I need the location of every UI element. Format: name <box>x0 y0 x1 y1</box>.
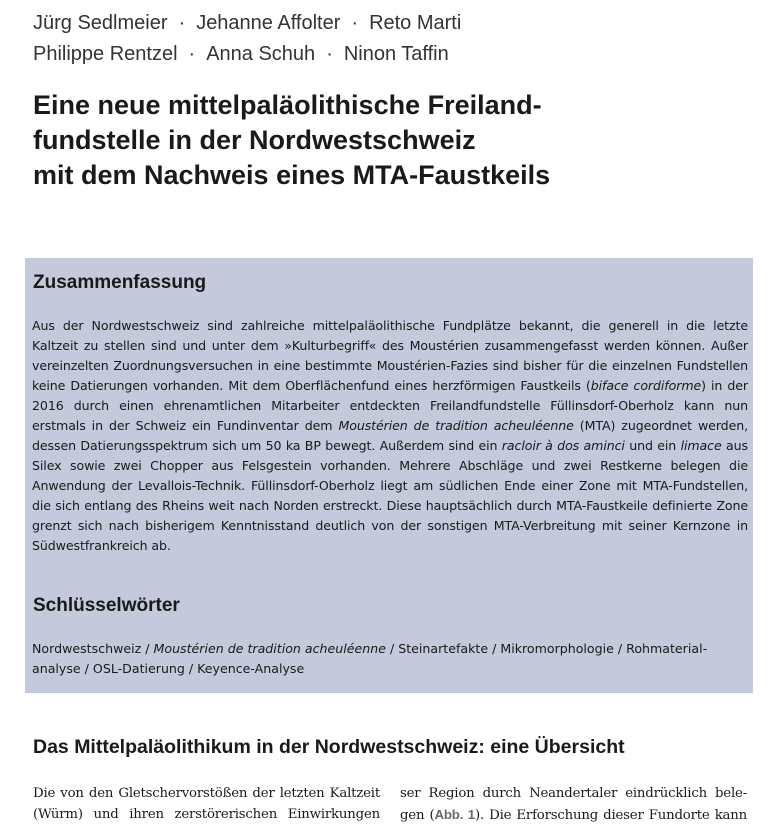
italic-term: Moustérien de tradition acheuléenne <box>153 641 386 656</box>
text: und ein <box>624 438 681 453</box>
text: ). Die Erforschung dieser Fundorte kann <box>474 808 748 823</box>
abstract-heading: Zusammenfassung <box>33 272 207 293</box>
title-line: mit dem Nachweis eines MTA-Faustkeils <box>33 160 551 190</box>
author: Jehanne Affolter <box>196 12 341 34</box>
italic-term: Moustérien de tradition acheuléenne <box>338 418 574 433</box>
text: ) in der 2016 durch einen ehrenamtlichen Mitarbeiter entdeckten Freilandfundstelle Füllinsdorf-Oberholz kann nun erstmals in der Schweiz ein Fundinventar dem <box>32 378 748 433</box>
author: Reto Marti <box>369 12 462 34</box>
separator: · <box>188 43 196 65</box>
text: Nordwestschweiz / <box>32 641 154 656</box>
italic-term: biface cordiforme <box>590 378 702 393</box>
text: / Steinartefakte / Mikromorphologie / Rohmaterial-analyse / OSL-Datierung / Keyence-Analyse <box>32 641 708 676</box>
text: (MTA) zugeordnet werden, dessen Datierungsspektrum sich um 50 ka BP bewegt. Außerdem sind ein <box>32 418 749 453</box>
body-column-left: Die von den Gletschervorstößen der letzten Kaltzeit (Würm) und ihren zerstörerischen Einwirkungen <box>33 786 380 822</box>
author-line-1 <box>33 8 461 39</box>
figure-reference[interactable]: Abb. 1 <box>434 807 475 822</box>
keywords-text <box>32 639 748 679</box>
text: Aus der Nordwestschweiz sind zahlreiche mittelpaläolithische Fundplätze bekannt, die generell in die letzte Kaltzeit zu stellen sind und unter dem »Kulturbegriff« des Moustérien zusammengefasst werden können. Außer vereinzelten Zuordnungsversuchen in eine bestimmte Moustérien-Fazies sind bisher für die einzelnen Fundstellen keine Datierungen vorhanden. Mit dem Oberflächenfund eines herzförmigen Faustkeils ( <box>32 318 748 393</box>
title-line: fundstelle in der Nordwestschweiz <box>33 125 476 155</box>
author: Philippe Rentzel <box>33 43 178 65</box>
body-column-right <box>400 783 747 826</box>
author: Ninon Taffin <box>343 43 449 65</box>
author: Anna Schuh <box>206 43 316 65</box>
separator: · <box>326 43 333 65</box>
italic-term: racloir à dos aminci <box>501 438 625 453</box>
text: aus Silex sowie zwei Chopper aus Felsgestein vorhanden. Mehrere Abschläge und zwei Restkerne belegen die Anwendung der Levallois-Technik. Füllinsdorf-Oberholz liegt am südlichen Ende einer Zone mit MTA-Fundstellen, die sich entlang des Rheins weit nach Norden erstreckt. Diese hauptsächlich durch MTA-Faustkeile definierte Zone grenzt sich nach bisherigem Kenntnisstand deutlich von der sonstigen MTA-Verbreitung mit seiner Kernzone in Südwestfrankreich ab. <box>32 438 748 553</box>
section-heading: Das Mittelpaläolithikum in der Nordwestschweiz: eine Übersicht <box>33 736 625 758</box>
author: Jürg Sedlmeier <box>33 12 168 34</box>
author-list <box>33 8 461 70</box>
article-title <box>33 88 550 193</box>
text: ser Region durch Neandertaler eindrücklich bele-gen ( <box>400 786 747 823</box>
italic-term: limace <box>680 438 722 453</box>
title-line: Eine neue mittelpaläolithische Freiland- <box>33 90 542 120</box>
separator: · <box>351 12 359 34</box>
keywords-heading: Schlüsselwörter <box>33 595 180 616</box>
separator: · <box>178 12 186 34</box>
abstract-text <box>32 316 748 556</box>
author-line-2 <box>33 39 461 70</box>
abstract-box <box>25 258 753 693</box>
